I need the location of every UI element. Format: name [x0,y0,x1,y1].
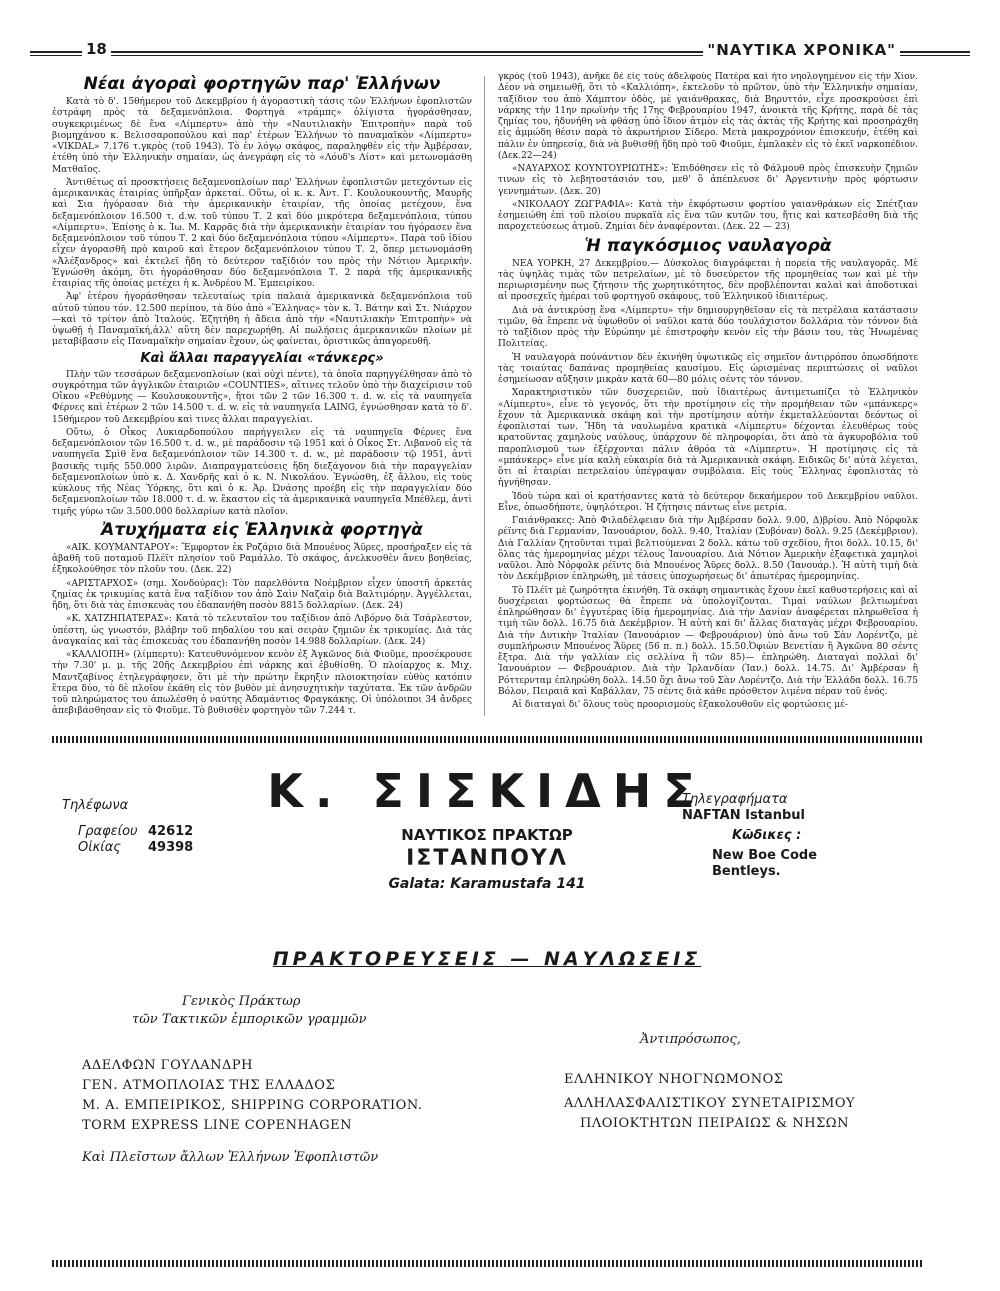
paragraph: Ἀντιθέτως αἱ προσκτήσεις δεξαμενοπλοίων παρ' Ἑλλήνων ἐφοπλιστῶν μετεχόντων εἰς ἀμερικανικὰς ἑταιρίας ὑπῆρξαν ἀρκεταί. Οὕτω, οἱ κ. κ. Ἀντ. Γ. Κουλουκουντῆς, Μαυρῆς καὶ Σια ἠγόρασαν διὰ τὴν ἀμερικανικὴν ἑταιρίαν, τῆς ὁποίας μετέχουν, ἕνα δεξαμενόπλοιον 16.500 τ. d.w. τοῦ τύπου Τ. 2 καὶ δύο μικρότερα δεξαμενόπλοια, τύπου «Λίμπερτυ». Ἐπίσης ὁ κ. Ἰω. Μ. Καρρᾶς διὰ τὴν ἀμερικανικὴν ἑταιρίαν του ἠγόρασεν ἕνα δεξαμενόπλοιον τοῦ τύπου Τ. 2 καὶ δύο δεξαμενόπλοια τύπου «Λίμπερτυ». Παρὰ τοῦ ἰδίου εἶχεν ἀγορασθῆ πρὸ καιροῦ καὶ ἕτερον δεξαμενόπλοιον τύπου Τ. 2, ὅπερ μετωνομάσθη «Ἀλέξανδρος» καὶ ἐκτελεῖ ἤδη τὸ δεύτερον ταξίδιόν του πρὸς τὴν Νότιον Ἀμερικήν. Ἐγνώσθη ἀκόμη, ὅτι ἠγοράσθησαν δύο δεξαμενόπλοια Τ. 2 παρὰ τῆς ἀμερικανικῆς ἑταιρίας τῆς ὁποίας μετέχει ἡ κ. Ἀνδρέου Μ. Ἐμπειρίκου. [52,177,472,289]
ad-border-top [52,736,922,743]
paragraph: Αἱ διαταγαὶ δι' ὅλους τοὺς προορισμοὺς ἐξακολουθοῦν εἰς φορτώσεις μέ- [512,700,848,710]
list-item: ΑΔΕΛΦΩΝ ΓΟΥΛΑΝΔΡΗ [82,1058,253,1073]
list-item: ΑΛΛΗΛΑΣΦΑΛΙΣΤΙΚΟΥ ΣΥΝΕΤΑΙΡΙΣΜΟΥ [564,1096,856,1111]
paragraph: Ἡ ναυλαγορὰ πούνάντιον δὲν ἐκινήθη ὑψωτικῶς εἰς σημεῖον ἀντιρρόπου ὁπωσδήποτε τὰς τοιαύτας δαπάνας προμηθείας καυσίμου. Εἰς ὡρισμένας περιπτώσεις οἱ ναῦλοι ἐσημείωσαν αὔξησιν μικρὰν κατὰ 60—80 μόλις σέντς τὸν τόννον. [498,352,918,385]
phone-title: Τηλέφωνα [62,798,129,813]
company-name: Κ. ΣΙΣΚΙΔΗΣ [267,764,707,818]
section-title-new-purchases: Νέαι ἀγοραὶ φορτηγῶν παρ' Ἑλλήνων [83,74,441,94]
list-item: ΠΛΟΙΟΚΤΗΤΩΝ ΠΕΙΡΑΙΩΣ & ΝΗΣΩΝ [580,1116,849,1131]
codes-line-2: Bentleys. [712,864,781,879]
page-header [30,40,970,64]
column-divider [484,76,485,716]
paragraph: Κατὰ τὸ δ'. 15θήμερον τοῦ Δεκεμβρίου ἡ ἀγοραστικὴ τάσις τῶν Ἑλλήνων ἐφοπλιστῶν ἐστράφη πρὸς τὰ δεξαμενόπλοια. Φορτηγὰ «τράμπς» ὀλίγιστα ἠγοράσθησαν, συγκεκριμένως δὲ ἕνα «Λίμπερτυ» ἀπὸ τὴν «Ναυτιλιακὴν Ἐπιτροπὴν» παρὰ τοῦ βιομηχάνου κ. Βελισσαροπούλου καὶ παρ' ἑτέρων Ἑλλήνων τὸ παναμαϊκὸν «Λίμπερτυ» «VIKDAL» 7.176 τ.γκρὸς (τοῦ 1943). Τὸ ἐν λόγῳ σκάφος, παραληφθὲν εἰς τὴν Ἀμβέρσαν, ἐτέθη ὑπὸ τὴν Ἑλληνικὴν σημαίαν, ὡς ἀνεγράφη εἰς τὸ «Λόυδ's Λίστ» καὶ μετωνομάσθη Ματθαῖος. [52,97,472,175]
left-column [52,72,472,722]
general-agent-line-2: τῶν Τακτικῶν ἐμπορικῶν γραμμῶν [132,1012,367,1027]
telegram-address: NAFTAN Istanbul [682,808,805,823]
list-item: TORM EXPRESS LINE COPENHAGEN [82,1118,353,1133]
paragraph: γκρὸς (τοῦ 1943), ἀνῆκε δὲ εἰς τοὺς ἀδελφοὺς Πατέρα καὶ ἦτο νηολογημένον εἰς τὴν Χίον. Δέον νὰ σημειωθῇ, ὅτι τὸ «Καλλιόπη», ἐκτελοῦν τὸ πρῶτον, ὑπὸ τὴν Ἑλληνικὴν σημαίαν, ταξίδιον του ἀπὸ Χάμπτον ὁδὸς, μὲ γαιάνθρακας, διὰ Βηρυττόν, εἶχε προσκρούσει ἐπὶ νάρκης τὴν 11ην πρωϊνὴν τῆς 17ης Φεβρουαρίου 1947, ἀνοικτὰ τῆς Κρήτης, παρὰ δὲ τὰς ζημίας του, ἠδυνήθη νὰ φθάσῃ ὑπὸ ἴδιον ἀτμὸν εἰς τὰς ἀκτὰς τῆς Κρήτης καὶ προσηράχθη εἰς ἀμμώδη θέσιν παρὰ τὸ ἀκρωτήριον Σίδερο. Μετὰ μακροχρόνιον ἐπισκευήν, ἐτέθη καὶ πάλιν ἐν ὑπηρεσίᾳ, διὰ νὰ βυθισθῇ ἤδη πρὸ τοῦ Φιοῦμε, ἐμπλακὲν εἰς τὸ ἐκεῖ ναρκοπέδιον. (Δεκ.22—24) [498,72,918,161]
agent-lines-list [82,1056,423,1136]
list-item: Μ. Α. ΕΜΠΕΙΡΙΚΟΣ, SHIPPING CORPORATION. [82,1098,423,1113]
representative-label: Ἀντιπρόσωπος, [640,1032,741,1047]
phone-office-label: Γραφείου [78,824,138,839]
paragraph: Ἰδοὺ τώρα καὶ οἱ κρατήσαντες κατὰ τὸ δεύτερον δεκαήμερον τοῦ Δεκεμβρίου ναῦλοι. Εἶνε, ὁπωσδήποτε, ὑψηλότεροι. Ἡ ζήτησις πάντως εἶνε μετρία. [498,491,918,513]
paragraph: Χαρακτηριστικὸν τῶν δυσχερειῶν, ποὺ ἰδιαιτέρως ἀντιμετωπίζει τὸ Ἑλληνικὸν «Λίμπερτυ», εἶνε τὸ γεγονός, ὅτι τὴν προτίμησιν εἰς τὴν προμήθειαν τῶν «μπάνκερς» ἔχουν τὰ Ἀμερικανικὰ σκάφη καὶ τὴν προτίμησιν αὐτὴν ἐκμεταλλεύονται δεόντως οἱ ἐφοπλισταί των. Ἤδη τὰ ναυλωμένα κρατικὰ «Λίμπερτυ» δέχονται ἐλευθέρως τοὺς κρατοῦντας χαμηλοὺς ναύλους, ὑπάρχουν δὲ πληροφορίαι, ὅτι ἀπὸ τὰ ἀγκυροβόλια τοῦ παροπλισμοῦ των ἐξέρχονται πάλιν ἀθρόα τὰ «Λίμπερτυ». Ἡ προτίμησις εἰς τὰ «μπάνκερς» εἶνε μία καλὴ εὐκαιρία διὰ τὰ Ἀμερικανικὰ σκάφη. Ειδικῶς δι' αὐτὰ λέγεται, ὅτι αἱ ἑταιρίαι πετρελαίου ὑπέγραψαν συμβόλαια. Εἰς τοὺς Ἕλληνας ἐφοπλιστὰς τὸ ἠγνήθησαν. [498,388,918,489]
paragraph: «ΝΙΚΟΛΑΟΥ ΖΩΓΡΑΦΙΑ»: Κατὰ τὴν ἐκφόρτωσιν φορτίου γαιανθράκων εἰς Σπέτζιαν ἐσημειώθη ἐπὶ τοῦ πλοίου πυρκαϊὰ εἰς ἕνα τῶν κυτῶν του, ἥτις καὶ κατεσβέσθη διὰ τῆς παροχετεύσεως ἀτμοῦ. Ζημίαι δὲν ἀναφέρονται. (Δεκ. 22 — 23) [498,199,918,233]
paragraph: «ΑΡΙΣΤΑΡΧΟΣ» (σημ. Χονδούρας): Τὸν παρελθόντα Νοέμβριον εἶχεν ὑποστῆ ἀρκετὰς ζημίας ἐκ τρικυμίας κατὰ ἕνα ταξίδιον του ἀπὸ Σαὶν Ναζαὶρ διὰ Βαλτιμόρην. Ἀγγέλλεται, ἤδη, ὅτι διὰ τὰς ἐπισκευὰς του ἐδαπανήθη ποσὸν 8815 δολλαρίων. (Δεκ. 24) [52,578,472,611]
list-item: ΕΛΛΗΝΙΚΟΥ ΝΗΟΓΝΩΜΟΝΟΣ [564,1072,784,1087]
company-address: Galata: Karamustafa 141 [388,876,586,892]
telegram-label: Τηλεγραφήματα [682,792,788,807]
section-title-freight-market: Ἡ παγκόσμιος ναυλαγορὰ [584,235,832,256]
paragraph: «ΑΙΚ. ΚΟΥΜΑΝΤΑΡΟΥ»: Ἔμφορτον ἐκ Ροζάριο διὰ Μπουένος Ἄϋρες, προσήραξεν εἰς τὰ ἀβαθῆ τοῦ ποταμοῦ Πλέϊτ πλησίον τοῦ Ραμάλλο. Τὸ σκάφος, ἀνελκυσθὲν ἄνευ βοηθείας, ἐξηκολούθησε τὸν πλοῦν του. (Δεκ. 22) [52,542,472,576]
advertisement [52,736,922,1266]
page-number: 18 [82,40,111,58]
representative-list [564,1070,855,1134]
company-role: ΝΑΥΤΙΚΟΣ ΠΡΑΚΤΩΡ [401,826,573,844]
agent-lines-footer: Καὶ Πλεῖστων ἄλλων Ἑλλήνων Ἐφοπλιστῶν [82,1150,379,1165]
paragraph: Διὰ νὰ ἀντικρύσῃ ἕνα «Λίμπερτυ» τὴν δημιουργηθεῖσαν εἰς τὰ πετρέλαια κατάστασιν τιμῶν, θὰ ἔπρεπε νὰ ὑψωθοῦν οἱ ναῦλοι κατὰ δύο τουλάχιστον δολλάρια τὸν τόννον διὰ τὸ ταξίδιον πρὸς τὴν Εὐρώπην μὲ ἐπιστροφὴν κενὸν εἰς τὴν βάσιν του, τὰς Ἡνωμένας Πολιτείας. [498,305,918,350]
company-city: ΙΣΤΑΝΠΟΥΛ [406,846,568,871]
paragraph: «ΝΑΥΑΡΧΟΣ ΚΟΥΝΤΟΥΡΙΩΤΗΣ»: Ἐπιδόθησεν εἰς τὸ Φάλμουθ πρὸς ἐπισκευὴν ζημιῶν τινων εἰς τὸ λεβητοστάσιόν του, μεθ' ὃ ἀπέπλευσε δι' Ἀργεντινὴν πρὸς φόρτωσιν γεννημάτων. (Δεκ. 20) [498,164,918,197]
services-banner: ΠΡΑΚΤΟΡΕΥΣΕΙΣ — ΝΑΥΛΩΣΕΙΣ [272,948,702,970]
codes-line-1: New Boe Code [712,848,818,863]
right-column [498,72,918,722]
paragraph: Πλὴν τῶν τεσσάρων δεξαμενοπλοίων (καὶ οὐχὶ πέντε), τὰ ὁποῖα παρηγγέλθησαν ἀπὸ τὸ συγκρότημα τῶν ἀγγλικῶν ἑταιριῶν «COUNTIES», αἵτινες τελοῦν ὑπὸ τὴν διαχείρισιν τοῦ Οἴκου «Ρεθύμνης — Κουλουκουντῆς», ἤτοι τῶν 2 τῶν 16.300 τ. d. w. εἰς τὰ ναυπηγεῖα Φέρνες καὶ ἑτέρων 2 τῶν 14.500 τ. d. w. εἰς τὰ ναυπηγεῖα LAING, ἐγνώσθησαν κατὰ τὸ δ'. 15θήμερον τοῦ Δεκεμβρίου καὶ τινες ἄλλαι παραγγελίαι. [52,369,472,425]
paragraph: Τὸ Πλέϊτ μὲ ζωηρότητα ἐκινήθη. Τὰ σκάφη σημαντικὰς ἔχουν ἐκεῖ καθυστερήσεις καὶ αἱ δυσχέρειαι φορτώσεως θὰ ἔπρεπε νὰ ὑπολογίζονται. Τιμαὶ ναύλων βελτιωμέναι ἐπληρώθησαν δι' ἐγγυτέρας ἰδίᾳ ἡμερομηνίας. Διὰ τὴν Δανίαν ἀναφέρεται πληρωθεῖσα ἡ τιμὴ τῶν δολλ. 16.75 διὰ Δεκέμβριον. Ἡ αὐτὴ καὶ δι' ἄλλας διαταγὰς μέχρι Φεβρουαρίου. Διὰ τὴν Δυτικὴν Ἰταλίαν (Ἰανουάριον — Φεβρουάριον) ὑπὸ ἄνω τοῦ Σὰν Λορέντζο, μὲ συμπλήρωσιν Μπουένος Ἄϋρες (56 π. π.) δολλ. 15.50.Ὀφιὼν Βενετίαν ἢ Ἀγκῶνα 80 σέντς ἔξτρα. Διὰ τὴν γαλλίαν εἰς σελλίνα ἢ τῶν 85)— ἐπληρώθη. Διαταγαὶ πολλαὶ δι' Ἰανουάριον — Φεβρουάριον. Διὰ τὴν Ἰρλανδίαν (Ἰαν.) δολλ. 14.75. Δι' Ἀμβέρσαν ἢ Ρόττερνταμ ἐπληρώθη δολλ. 14.50 ὅχι ἄνω τοῦ Σὰν Λορέντζο. Διὰ τὴν Ἑλλάδα δολλ. 16.75 Βόλον, Πειραιᾶ καὶ Καβάλλαν, 75 σέντς διὰ κάθε πρόσθετον λιμένα πέραν τοῦ ἑνός. [498,585,918,697]
paragraph: Οὕτω, ὁ Οἶκος Λυκιαρδοπούλου παρήγγειλεν εἰς τὰ ναυπηγεῖα Φέρνες ἕνα δεξαμενόπλοιον τῶν 16.500 τ. d. w., μὲ παράδοσιν τῷ 1951 καὶ ὁ Οἶκος Στ. Λιβανοῦ εἰς τὰ ναυπηγεῖα Σμὶθ ἕνα δεξαμενόπλοιον τῶν 14.300 τ. d. w., μὲ παράδοσιν τῷ 1951, ἀντὶ βασικῆς τιμῆς 550.000 λιρῶν. Διαπραγματεύσεις ἤδη διεξάγονον διὰ τὴν παραγγελίαν δεξαμενοπλοίων ὑπὸ κ. Δ. Χανδρῆς καὶ ὁ κ. Ν. Νικολάου. Ἐγνώσθη, ἐξ ἄλλου, εἰς τοὺς κύκλους τῆς Νέας Ὑόρκης, ὅτι καὶ ὁ κ. Ἀρ. Ὠνάσης προέβη εἰς τὴν παραγγελίαν δύο δεξαμενοπλοίων τῶν 18.000 τ. d. w. ἕκαστον εἰς τὰ ἀμερικανικὰ ναυπηγεῖα Μπέθλεμ, ἀντὶ τιμῆς γύρω τῶν 3.500.000 δολλαρίων κατὰ πλοῖον. [52,427,472,517]
phone-home-number: 49398 [148,840,194,855]
codes-label: Κῶδικες : [732,828,802,843]
publication-title: "ΝΑΥΤΙΚΑ ΧΡΟΝΙΚΑ" [703,41,900,59]
section-title-tanker-orders: Καὶ ἄλλαι παραγγελίαι «τάνκερς» [140,350,384,366]
list-item: ΓΕΝ. ΑΤΜΟΠΛΟΙΑΣ ΤΗΣ ΕΛΛΑΔΟΣ [82,1078,336,1093]
general-agent-line-1: Γενικὸς Πράκτωρ [182,994,301,1009]
paragraph: ΝΕΑ ΥΟΡΚΗ, 27 Δεκεμβρίου.— Δύσκολος διαγράφεται ἡ πορεία τῆς ναυλαγορᾶς. Μὲ τὰς ὑψηλὰς τιμὰς τῶν πετρελαίων, μὲ τὸ δυσεύρετον τῆς προμηθείας των καὶ μὲ τὴν περιωρισμένην πως ζήτησιν τῆς χωρητικότητος, δὲν προβλέπονται καλαὶ καὶ ἀποδοτικαὶ αἱ προσεχεῖς ἡμέραι τοῦ φορτηγοῦ σκάφους, τοῦ Ἑλληνικοῦ ἰδιαιτέρως. [498,258,918,303]
section-title-accidents: Ἀτυχήματα εἰς Ἑλληνικὰ φορτηγὰ [101,519,423,540]
ad-border-bottom [52,1260,922,1267]
phone-office-number: 42612 [148,824,194,839]
phone-home-label: Οἰκίας [78,840,121,855]
paragraph: «Κ. ΧΑΤΖΗΠΑΤΕΡΑΣ»: Κατὰ τὸ τελευταῖον του ταξίδιον ἀπὸ Λιβόρνο διὰ Τσάρλεστον, ὑπέστη, ὡς γνωστόν, βλάβην τοῦ πηδαλίου του καὶ σειρὰν ζημιῶν ἐκ τρικυμίας. Διὰ τὰς ἀναγκαίας καὶ τὰς ἐπισκευὰς του ἐδαπανήθη ποσὸν 14.988 δολλαρίων. (Δεκ. 24) [52,614,472,647]
paragraph: Γαιάνθρακες: Ἀπὸ Φιλαδέλφειαν διὰ τὴν Ἀμβέρσαν δολλ. 9.00, Δ)βρίου. Ἀπὸ Νόρφολκ ρέϊντς διὰ Γερμανίαν, Ἰανουάριον, δολλ. 9.40, Ἰταλίαν (Συβόναν) δολλ. 9.25 (Δεκέμβριον). Διὰ Γαλλίαν ζητοῦνται τιμαὶ βελτιούμεναι 2 δολλ. κάτω τοῦ σχεδίου, ἤτοι δολλ. 10.15, δι' ὅλας τὰς ἡμερομηνίας μέχρι τέλους Ἰανουαρίου. Διὰ Νότιον Ἀμερικὴν ἐξαφετικὰ χαμηλοὶ ναῦλοι. Ἀπὸ Νόρφολκ ρέϊντς διὰ Μπουένος Ἄϋρες δολλ. 8.50 (Ἰανουάρ.). Ἡ αὐτὴ τιμὴ διὰ τὸν Δεκέμβριον ἐπληρώθη, μὲ τάσεις ὑποχωρήσεως δι' ἀπωτέρας ἡμερομηνίας. [498,516,918,583]
paragraph: Ἀφ' ἑτέρου ἠγοράσθησαν τελευταίως τρία παλαιὰ ἀμερικανικὰ δεξαμενόπλοια τοῦ αὐτοῦ τύπου τόν. 12.500 περίπου, τὰ δύο ἀπὸ «Ἕλληνας» τὸν κ. Ἰ. Βάτην καὶ Στ. Νιάρχον—καὶ τὸ τρίτον ἀπὸ Ἰταλούς. Ἐζητήθη ἡ ἄδεια ἀπὸ τὴν «Ναυτιλιακὴν Ἐπιτροπὴν» νὰ ὑψωθῇ ἡ Παναμαϊκή,ἀλλ' αὕτη δὲν παρεχωρήθη. Αἱ πωλήσεις ἀμερικανικῶν πλοίων μὲ μεταβίβασιν εἰς Παναμαϊκὴν σημαίαν ἔχουν, ὡς φαίνεται, ὁριστικῶς ἀπαγορευθῆ. [52,292,472,348]
paragraph: «ΚΑΛΛΙΟΠΗ» (λίμπερτυ): Κατευθυνόμενον κενὸν ἐξ Ἀγκῶνος διὰ Φιοῦμε, προσέκρουσε τὴν 7.30' μ. μ. τῆς 20ῆς Δεκεμβρίου ἐπὶ νάρκης καὶ ἐβυθίσθη. Ὁ πλοίαρχος κ. Μιχ. Μαντζαβίνος ἐτηλεγράφησεν, ὅτι μὲ τὴν πρώτην ἔκρηξιν πλοιοκτησίαν εὐθὺς κατόπιν ἕτερα δύο, τὸ δὲ πλοῖον ἐκάθη εἰς τὸν βυθὸν μὲ ἀνησυχητικὴν ταχύτατα. Ἐκ τῶν ἀνδρῶν τοῦ πληρώματος του ἀπωλέσθη ὁ ναύτης Ἀδαμάντιος Φραγκάκης. Οἱ ὑπόλοιποι 34 ἄνδρες ἀπεβιβάσθησαν εἰς τὸ Φιοῦμε. Τὸ βυθισθὲν φορτηγὸν τῶν 7.244 τ. [52,650,472,717]
